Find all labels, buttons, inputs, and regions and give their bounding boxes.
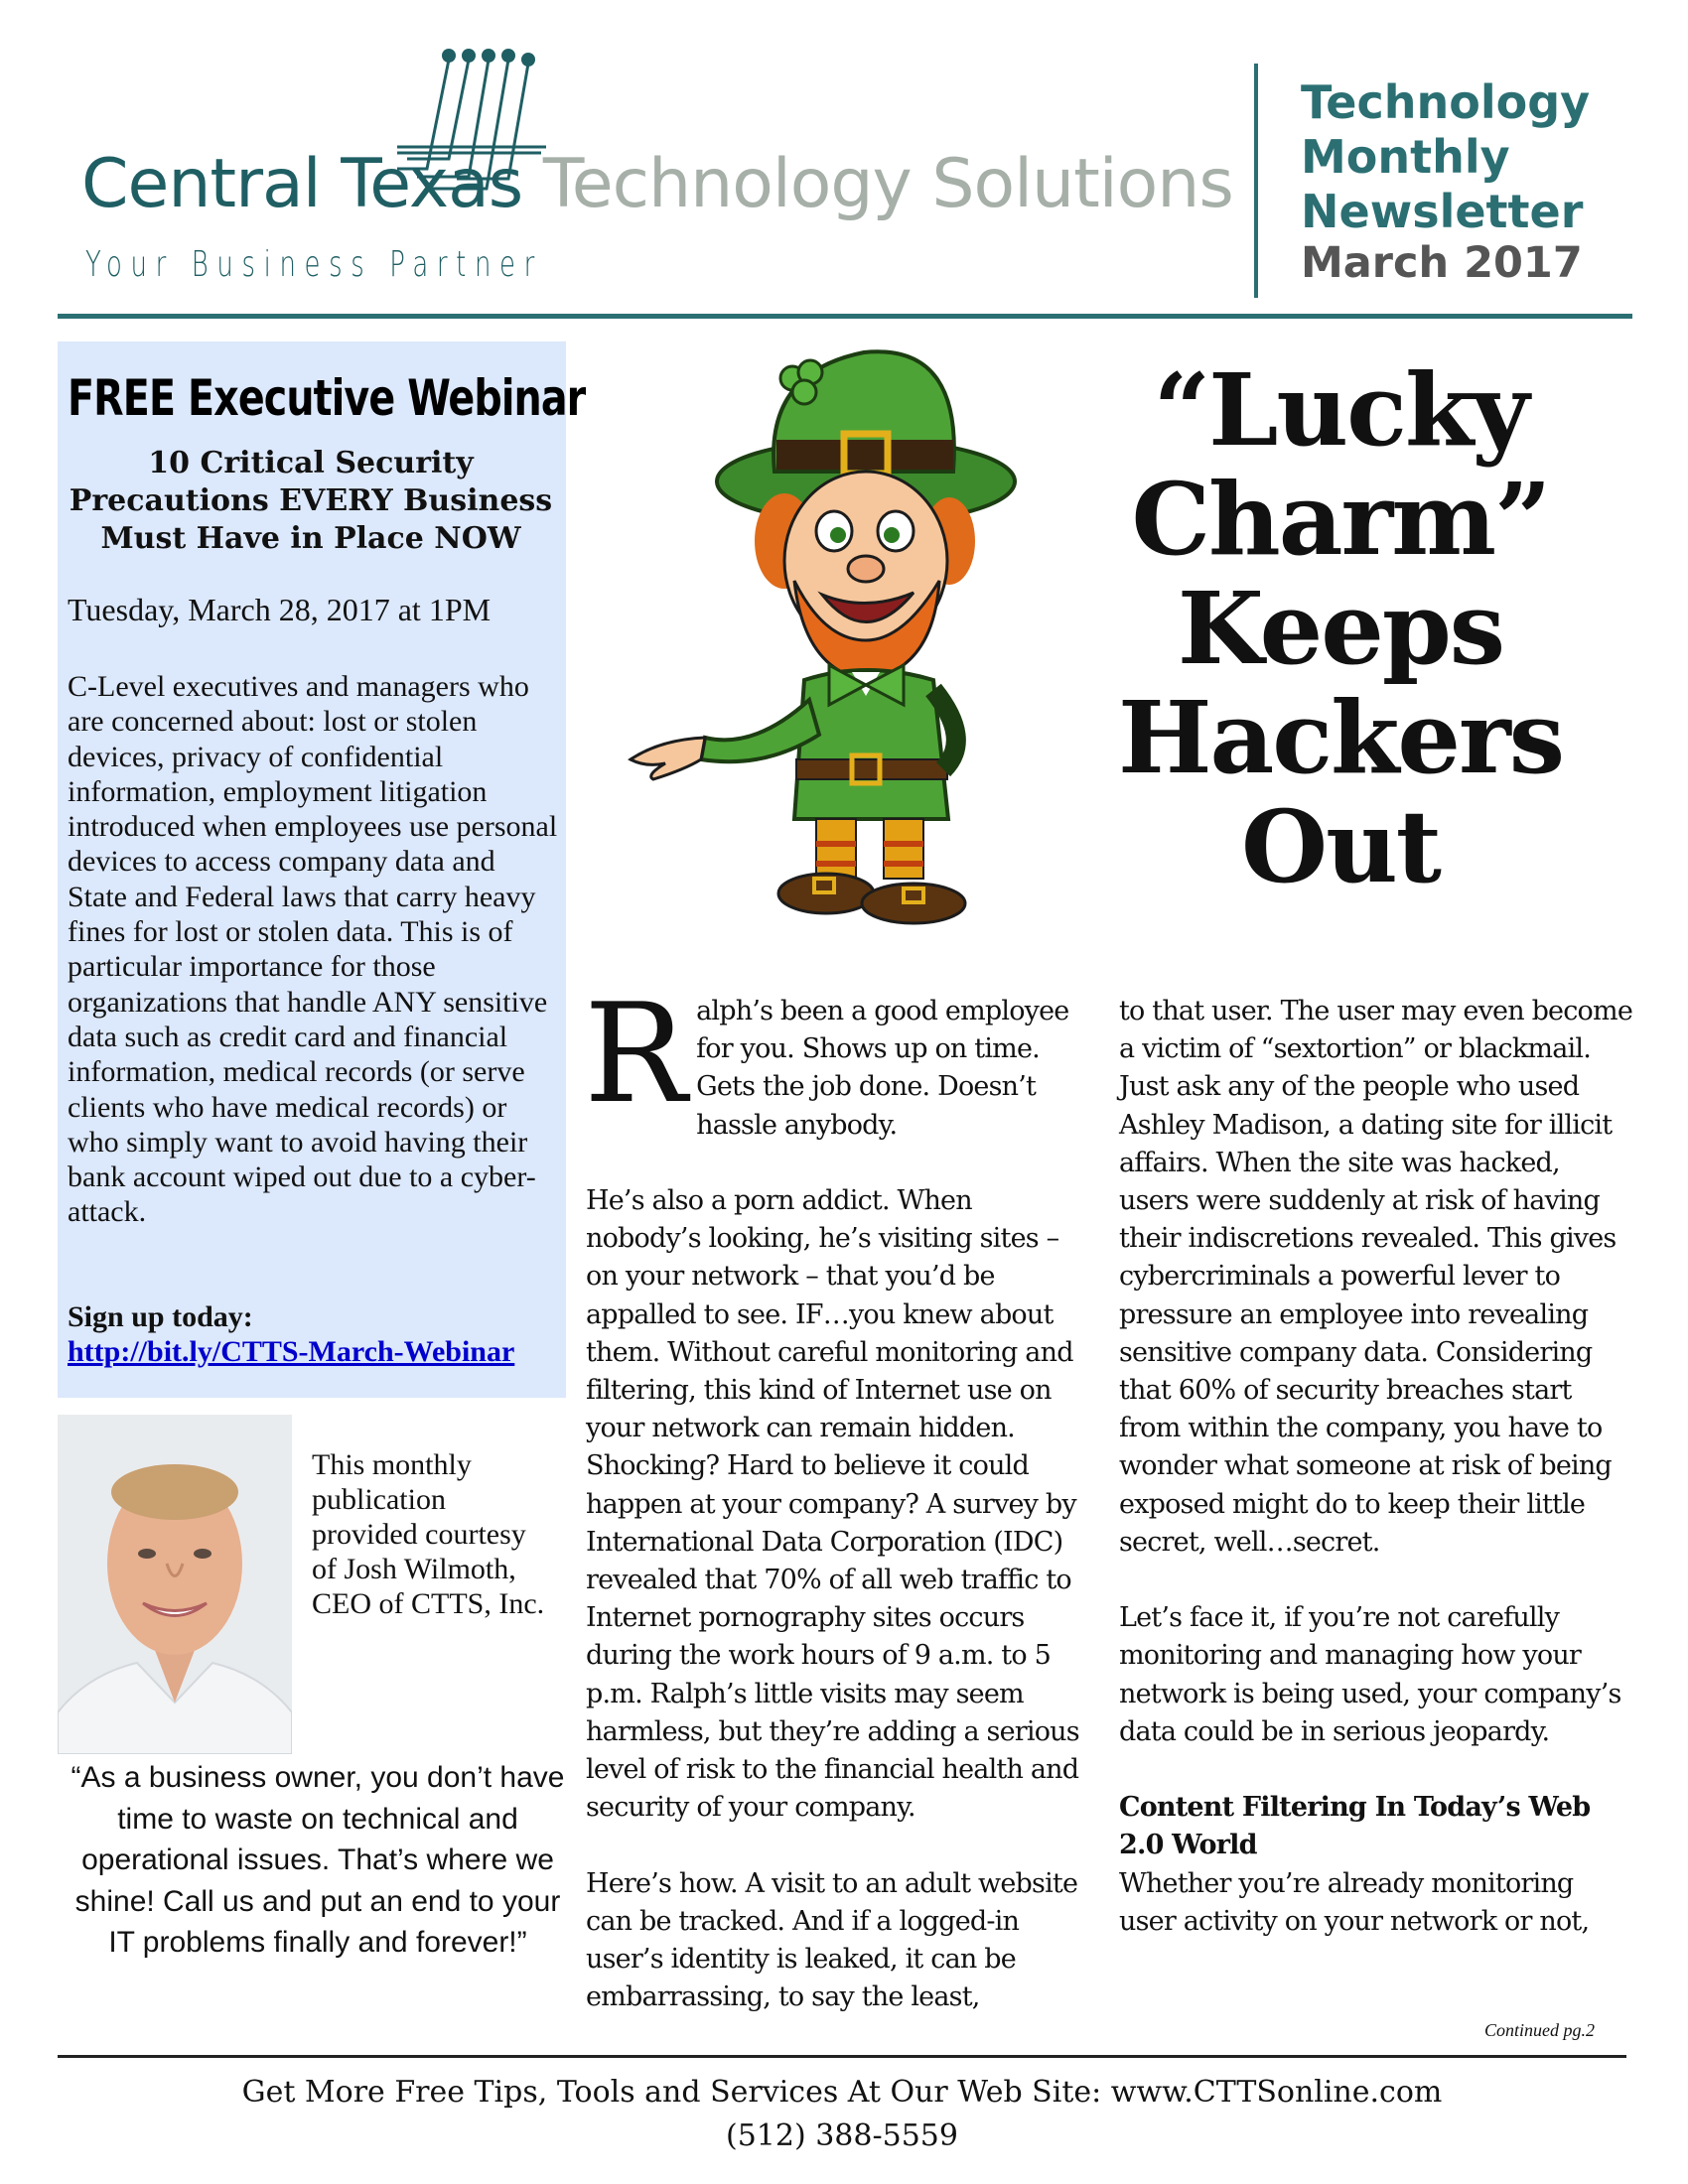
webinar-subtitle <box>64 445 558 558</box>
footer <box>58 2071 1626 2158</box>
article-paragraph: Here’s how. A visit to an adult website can be tracked. And if a logged-in user’s identity is leaked, it can be embarrassing, to say the least, <box>586 1867 1078 2013</box>
article-column-2 <box>1119 993 1635 1941</box>
courtesy-line: of Josh Wilmoth, <box>312 1553 516 1585</box>
webinar-subtitle-line: Precautions EVERY Business <box>69 483 553 518</box>
header-divider <box>1254 64 1258 298</box>
company-name-primary: Central Texas <box>81 145 523 223</box>
article-paragraph: Whether you’re already monitoring user activity on your network or not, <box>1119 1867 1590 1937</box>
courtesy-line: This monthly <box>312 1448 472 1481</box>
webinar-date: Tuesday, March 28, 2017 at 1PM <box>68 592 492 627</box>
article-paragraph: to that user. The user may even become a victim of “sextortion” or blackmail. Just ask any of the people who used Ashley Madison, a dating site for illicit affairs. When the site was hacked, users were suddenly at risk of having their indiscretions revealed. This gives cybercriminals a powerful lever to pressure an employee into revealing sensitive company data. Considering that 60% of security breaches start from within the company, you have to wonder what someone at risk of being exposed might do to keep their little secret, well…secret. <box>1119 996 1632 1558</box>
footer-rule <box>58 2055 1626 2058</box>
leprechaun-illustration <box>606 342 1072 938</box>
company-tagline: Your Business Partner <box>85 244 543 285</box>
drop-cap: R <box>584 974 687 1134</box>
newsletter-title-line: Newsletter <box>1301 185 1584 238</box>
testimonial-quote: “As a business owner, you don’t have time to waste on technical and operational issues. That’s where we shine! Call us and put an end to your IT problems finally and forever!” <box>70 1761 565 1959</box>
webinar-subtitle-line: 10 Critical Security <box>148 446 474 480</box>
webinar-subtitle-line: Must Have in Place NOW <box>100 521 521 556</box>
issue-date: March 2017 <box>1301 238 1583 288</box>
webinar-description: C-Level executives and managers who are concerned about: lost or stolen devices, privacy of confidential information, employment litigation introduced when employees use personal devices to access company data and State and Federal laws that carry heavy fines for lost or stolen data. This is of particular importance for those organizations that handle ANY sensitive data such as credit card and financial information, medical records (or serve clients who have medical records) or who simply want to avoid having their bank account wiped out due to a cyber-attack. <box>68 670 558 1229</box>
ceo-photo <box>58 1415 292 1754</box>
newsletter-title-line: Monthly <box>1301 130 1510 184</box>
company-name <box>81 145 1233 223</box>
headline-line: Charm” <box>1131 461 1550 578</box>
footer-website-line: Get More Free Tips, Tools and Services At Our Web Site: www.CTTSonline.com <box>241 2075 1443 2110</box>
webinar-signup-label: Sign up today: <box>68 1300 253 1333</box>
courtesy-line: CEO of CTTS, Inc. <box>312 1587 545 1620</box>
courtesy-line: provided courtesy <box>312 1518 526 1551</box>
headline-line: Out <box>1240 788 1440 905</box>
header-rule <box>58 314 1632 319</box>
headline-line: Hackers <box>1117 679 1564 796</box>
company-name-secondary: Technology Solutions <box>542 145 1233 223</box>
article-paragraph: Let’s face it, if you’re not carefully monitoring and managing how your network is being used, your company’s data could be in serious jeopardy. <box>1119 1602 1621 1747</box>
newsletter-title-line: Technology <box>1301 75 1591 129</box>
newsletter-title <box>1301 75 1590 239</box>
article-column-1 <box>584 974 1092 2055</box>
article-subhead: Content Filtering In Today’s Web 2.0 World <box>1119 1792 1591 1861</box>
article-headline <box>1082 351 1599 905</box>
publication-courtesy <box>312 1447 570 1621</box>
webinar-heading: FREE Executive Webinar <box>68 369 586 427</box>
headline-line: “Lucky <box>1153 351 1528 469</box>
courtesy-line: publication <box>312 1483 446 1516</box>
article-paragraph: He’s also a porn addict. When nobody’s looking, he’s visiting sites – on your network – that you’d be appalled to see. IF…you knew about them. Without careful monitoring and filtering, this kind of Internet use on your network can remain hidden. Shocking? Hard to believe it could happen at your company? A survey by International Data Corporation (IDC) revealed that 70% of all web traffic to Internet pornography sites occurs during the work hours of 9 a.m. to 5 p.m. Ralph’s little visits may seem harmless, but they’re adding a serious level of risk to the financial health and security of your company. <box>586 1185 1079 1824</box>
article-paragraph-text: alph’s been a good employee for you. Shows up on time. Gets the job done. Doesn’t hassle anybody. <box>696 996 1069 1141</box>
footer-phone: (512) 388-5559 <box>726 2118 958 2153</box>
continued-note: Continued pg.2 <box>1484 2020 1595 2040</box>
headline-line: Keeps <box>1177 570 1504 687</box>
article-paragraph <box>584 974 1092 1145</box>
webinar-signup-link[interactable]: http://bit.ly/CTTS-March-Webinar <box>68 1335 515 1368</box>
